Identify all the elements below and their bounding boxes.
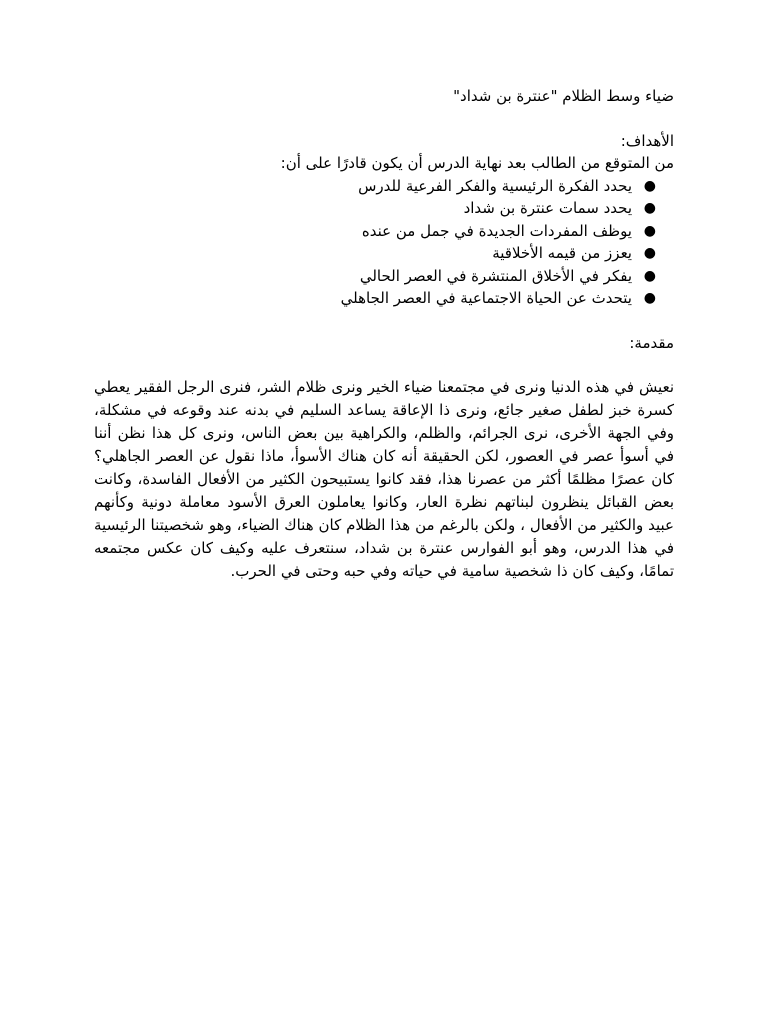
spacer [94,354,674,376]
list-item [94,242,656,265]
bullet-icon: ● [643,290,656,306]
objective-text: يعزز من قيمه الأخلاقية [492,244,632,262]
objectives-heading: الأهداف: [620,131,674,150]
document-title: ضياء وسط الظلام "عنترة بن شداد" [453,87,674,105]
bullet-icon: ● [643,222,656,239]
list-item [94,175,656,198]
objective-text: يتحدث عن الحياة الاجتماعية في العصر الجاهلي [340,289,632,307]
spacer [94,310,674,332]
intro-paragraph: نعيش في هذه الدنيا ونرى في مجتمعنا ضياء الخير ونرى ظلام الشر، فنرى الرجل الفقير يعطي كسرة خبز لطفل صغير جائع، ونرى ذا الإعاقة يساعد السليم في بدنه عند وقوعه في مشكلة، وفي الجهة الأخرى، نرى الجرائم، والظلم، والكراهية بين بعض الناس، ونرى كل هذا نظن أننا في أسوأ عصر في العصور، لكن الحقيقة أنه كان هناك الأسوأ، ماذا نقول عن العصر الجاهلي؟ كان عصرًا مظلمًا أكثر من عصرنا هذا، فقد كانوا يستبيحون الكثير من الأفعال الفاسدة، وكانت بعض القبائل ينظرون لبناتهم نظرة العار، وكانوا يعاملون العرق الأسود معاملة دونية وكأنهم عبيد والكثير من الأفعال ، ولكن بالرغم من هذا الظلام كان هناك الضياء، وهو شخصيتنا الرئيسية في هذا الدرس، وهو أبو الفوارس عنترة بن شداد، سنتعرف عليه وكيف كان عكس مجتمعه تمامًا، وكيف كان ذا شخصية سامية في حياته وفي حبه وحتى في الحرب. [94,378,674,580]
bullet-icon: ● [643,245,656,261]
bullet-icon: ● [643,267,656,284]
list-item [94,220,656,243]
bullet-icon: ● [643,177,656,194]
objectives-intro: من المتوقع من الطالب بعد نهاية الدرس أن يكون قادرًا على أن: [280,154,674,172]
spacer [94,108,674,130]
objective-text: يفكر في الأخلاق المنتشرة في العصر الحالي [359,266,632,285]
objective-text: يوظف المفردات الجديدة في جمل من عنده [361,221,632,240]
list-item [94,265,656,288]
intro-heading: مقدمة: [629,333,674,352]
objectives-list [94,175,674,310]
list-item [94,197,656,220]
bullet-icon: ● [643,200,656,216]
list-item [94,287,656,310]
objective-text: يحدد سمات عنترة بن شداد [463,199,632,217]
document-body [94,85,674,583]
objective-text: يحدد الفكرة الرئيسية والفكر الفرعية للدرس [358,176,632,195]
